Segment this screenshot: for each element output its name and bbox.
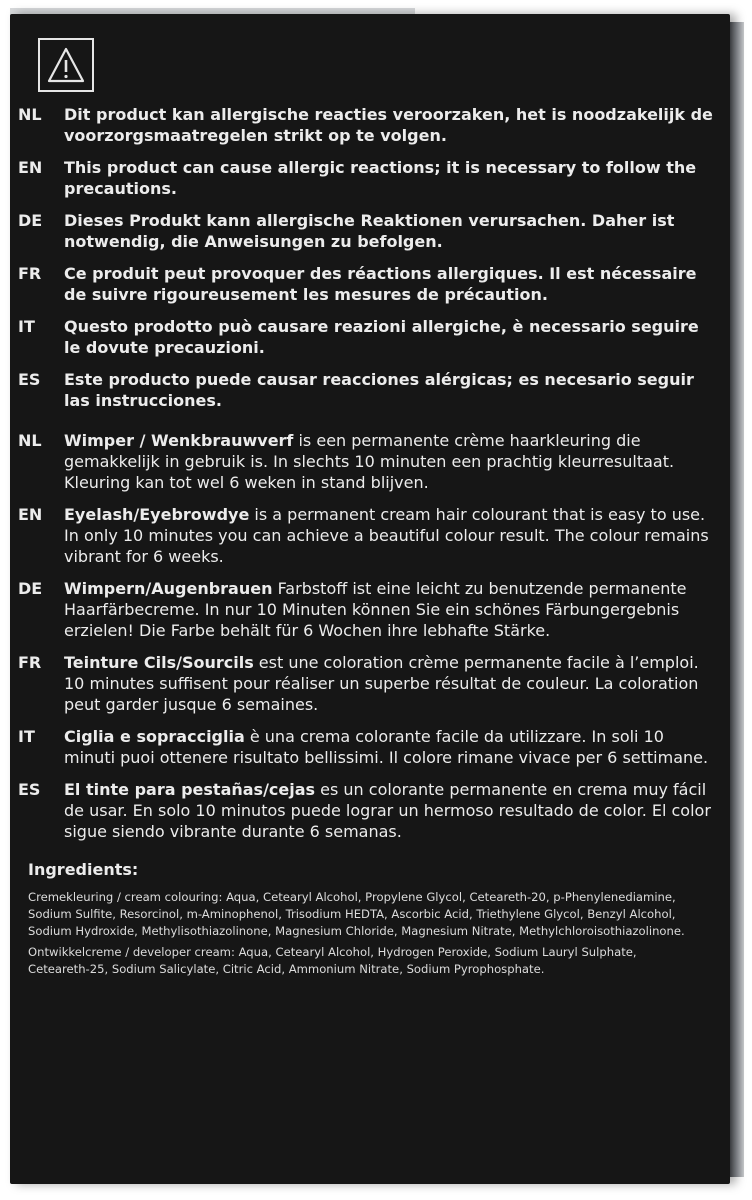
description-body: Farbstoff ist eine leicht zu benutzende permanente Haarfärbecreme. In nur 10 Minuten können Sie ein schönes Färbungergebnis erzielen! Die Farbe behält für 6 Wochen ihre lebhafte Stärke. [64,579,687,640]
description-text [64,430,718,493]
section-gap [18,422,718,430]
description-body: est une coloration crème permanente facile à l’emploi. 10 minutes suffisent pour réaliser un superbe résultat de couleur. La coloration peut garder jusque 6 semaines. [64,653,699,714]
lang-code: FR [18,653,42,672]
warning-en [18,157,718,199]
lang-code: DE [18,211,43,230]
product-name: Ciglia e sopracciglia [64,727,245,746]
lang-code: EN [18,505,43,524]
description-de [18,578,718,641]
description-text [64,726,718,768]
warning-text: Questo prodotto può causare reazioni allergiche, è necessario seguire le dovute precauzioni. [64,317,699,357]
ingredients-cream: Cremekleuring / cream colouring: Aqua, Cetearyl Alcohol, Propylene Glycol, Ceteareth-20, p-Phenylenediamine, Sodium Sulfite, Resorcinol, m-Aminophenol, Trisodium HEDTA, Ascorbic Acid, Triethylene Glycol, Benzyl Alcohol, Sodium Hydroxide, Methylisothiazolinone, Magnesium Chloride, Magnesium Nitrate, Methylchloroisothiazolinone. [28,890,685,938]
description-fr [18,652,718,715]
description-body: es un colorante permanente en crema muy fácil de usar. En solo 10 minutos puede lograr un hermoso resultado de color. El color sigue siendo vibrante durante 6 semanas. [64,780,711,841]
warning-text: Dit product kan allergische reacties veroorzaken, het is noodzakelijk de voorzorgsmaatregelen strikt op te volgen. [64,105,713,145]
lang-code: IT [18,727,35,746]
description-text [64,779,718,842]
product-name: Wimpern/Augenbrauen [64,579,273,598]
package-text [18,104,718,982]
lang-code: EN [18,158,43,177]
description-text [64,578,718,641]
warning-text: Este producto puede causar reacciones alérgicas; es necesario seguir las instrucciones. [64,370,694,410]
lang-code: ES [18,370,41,389]
product-name: Wimper / Wenkbrauwverf [64,431,294,450]
product-name: Eyelash/Eyebrowdye [64,505,250,524]
product-name: Teinture Cils/Sourcils [64,653,254,672]
warning-nl [18,104,718,146]
box-side-edge [730,22,744,1177]
description-text [64,504,718,567]
warning-text: This product can cause allergic reactions; it is necessary to follow the precautions. [64,158,697,198]
description-body: is een permanente crème haarkleuring die gemakkelijk in gebruik is. In slechts 10 minuten een prachtig kleurresultaat. Kleuring kan tot wel 6 weken in stand blijven. [64,431,675,492]
warning-de [18,210,718,252]
warning-es [18,369,718,411]
description-en [18,504,718,567]
lang-code: NL [18,431,42,450]
description-body: is a permanent cream hair colourant that is easy to use. In only 10 minutes you can achieve a beautiful colour result. The colour remains vibrant for 6 weeks. [64,505,709,566]
description-body: è una crema colorante facile da utilizzare. In soli 10 minuti puoi ottenere risultato bellissimi. Il colore rimane vivace per 6 settimane. [64,727,709,767]
product-name: El tinte para pestañas/cejas [64,780,316,799]
description-it [18,726,718,768]
ingredients-developer: Ontwikkelcreme / developer cream: Aqua, Cetearyl Alcohol, Hydrogen Peroxide, Sodium Lauryl Sulphate, Ceteareth-25, Sodium Salicylate, Citric Acid, Ammonium Nitrate, Sodium Pyrophosphate. [28,945,637,976]
description-nl [18,430,718,493]
warning-text: Ce produit peut provoquer des réactions allergiques. Il est nécessaire de suivre rigoureusement les mesures de précaution. [64,264,697,304]
warning-fr [18,263,718,305]
ingredients-title: Ingredients: [28,860,139,879]
lang-code: IT [18,317,35,336]
warning-text: Dieses Produkt kann allergische Reaktionen verursachen. Daher ist notwendig, die Anweisungen zu befolgen. [64,211,675,251]
description-text [64,652,718,715]
warning-it [18,316,718,358]
description-es [18,779,718,842]
lang-code: ES [18,780,41,799]
lang-code: DE [18,579,43,598]
warning-triangle-icon [38,38,94,92]
lang-code: NL [18,105,42,124]
lang-code: FR [18,264,42,283]
